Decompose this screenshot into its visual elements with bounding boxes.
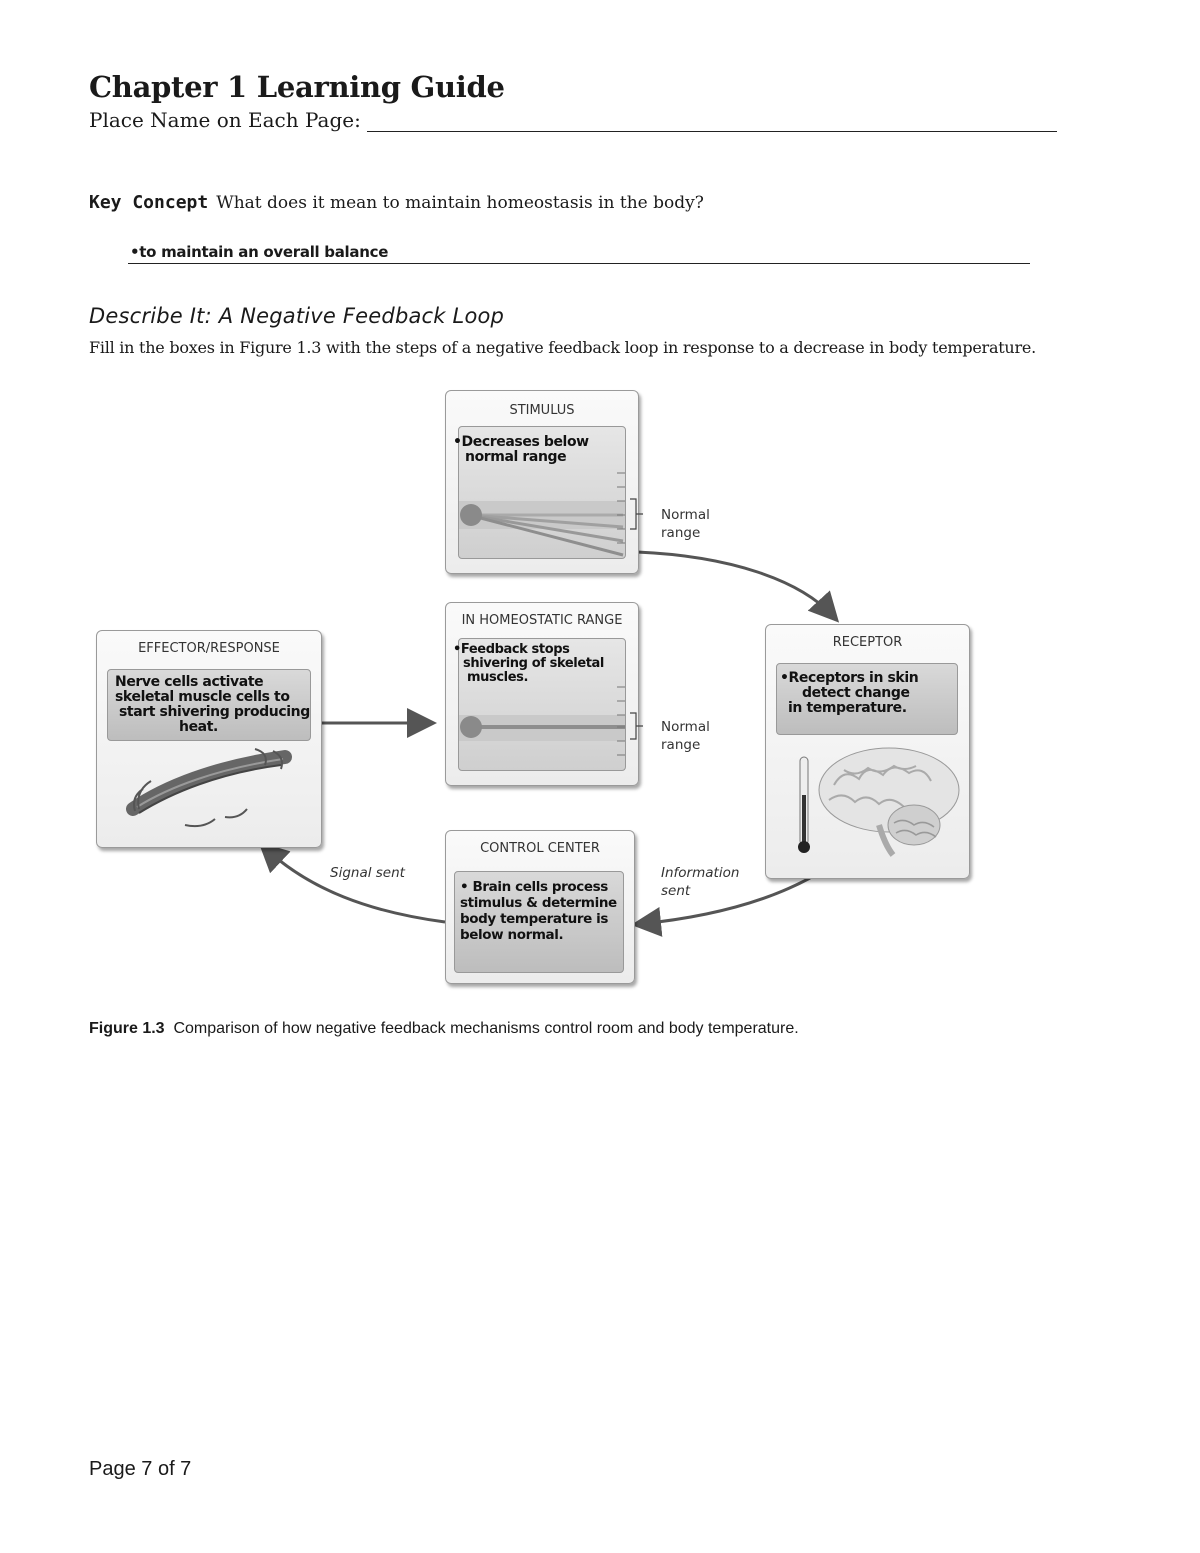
stimulus-title: STIMULUS bbox=[509, 403, 575, 418]
section-heading: Describe It: A Negative Feedback Loop bbox=[89, 304, 505, 328]
key-concept-label: Key Concept bbox=[89, 192, 209, 213]
information-sent-line: sent bbox=[661, 883, 691, 899]
normal-range-label-line: Normal bbox=[661, 507, 710, 523]
effector-panel bbox=[96, 630, 322, 848]
receptor-answer bbox=[780, 671, 918, 716]
page-number: Page 7 of 7 bbox=[89, 1458, 192, 1480]
stimulus-answer bbox=[453, 435, 589, 465]
effector-answer-line: skeletal muscle cells to bbox=[115, 689, 290, 705]
homeostatic-answer-line: muscles. bbox=[467, 670, 528, 685]
homeostatic-answer bbox=[453, 643, 604, 685]
normal-range-label-line: range bbox=[661, 737, 701, 753]
effector-title: EFFECTOR/RESPONSE bbox=[138, 641, 280, 656]
figure-caption-label: Figure 1.3 bbox=[89, 1020, 165, 1037]
control-center-title: CONTROL CENTER bbox=[480, 841, 600, 856]
normal-range-bracket-1 bbox=[628, 498, 644, 530]
receptor-answer-line: •Receptors in skin bbox=[780, 670, 919, 686]
stimulus-answer-line: normal range bbox=[465, 449, 567, 465]
arrow-stimulus-to-receptor bbox=[637, 552, 833, 616]
control-center-answer-line: below normal. bbox=[460, 927, 564, 943]
normal-range-label-line: range bbox=[661, 525, 701, 541]
normal-range-bracket-2 bbox=[628, 712, 644, 740]
figure-caption-text: Comparison of how negative feedback mechanisms control room and body temperature. bbox=[173, 1020, 799, 1037]
information-sent-line: Information bbox=[661, 865, 740, 881]
key-concept-answer: •to maintain an overall balance bbox=[130, 243, 389, 261]
effector-answer-line: Nerve cells activate bbox=[115, 674, 264, 690]
figure-caption bbox=[89, 1020, 799, 1038]
arrow-control-to-effector bbox=[265, 848, 445, 922]
effector-answer-line: start shivering producing bbox=[119, 704, 310, 720]
stimulus-panel bbox=[445, 390, 639, 574]
signal-sent-label: Signal sent bbox=[330, 865, 405, 881]
receptor-answer-line: in temperature. bbox=[788, 700, 907, 716]
normal-range-label-line: Normal bbox=[661, 719, 710, 735]
homeostatic-answer-line: shivering of skeletal bbox=[463, 656, 604, 671]
control-center-answer-line: • Brain cells process bbox=[460, 879, 608, 895]
normal-range-label-1 bbox=[661, 506, 710, 542]
control-center-answer bbox=[460, 879, 617, 943]
receptor-panel bbox=[765, 624, 970, 879]
page-title: Chapter 1 Learning Guide bbox=[89, 70, 505, 104]
control-center-answer-line: body temperature is bbox=[460, 911, 609, 927]
brain-thermometer-icon bbox=[794, 745, 964, 865]
effector-answer-line: heat. bbox=[179, 719, 218, 735]
information-sent-label bbox=[661, 864, 739, 900]
homeostatic-answer-line: •Feedback stops bbox=[453, 642, 570, 657]
homeostatic-panel bbox=[445, 602, 639, 786]
control-center-panel bbox=[445, 830, 635, 984]
name-prompt-label: Place Name on Each Page: bbox=[89, 108, 361, 132]
receptor-answer-line: detect change bbox=[802, 685, 910, 701]
stimulus-answer-line: •Decreases below bbox=[453, 434, 589, 450]
effector-answer bbox=[115, 675, 345, 735]
shivering-muscle-icon bbox=[125, 747, 295, 833]
normal-range-label-2 bbox=[661, 718, 710, 754]
homeostatic-title: IN HOMEOSTATIC RANGE bbox=[461, 613, 623, 628]
receptor-title: RECEPTOR bbox=[832, 635, 903, 650]
control-center-answer-line: stimulus & determine bbox=[460, 895, 617, 911]
section-instructions: Fill in the boxes in Figure 1.3 with the steps of a negative feedback loop in response to a decrease in body temperature. bbox=[89, 338, 1036, 357]
key-concept-question: What does it mean to maintain homeostasis in the body? bbox=[216, 193, 704, 213]
